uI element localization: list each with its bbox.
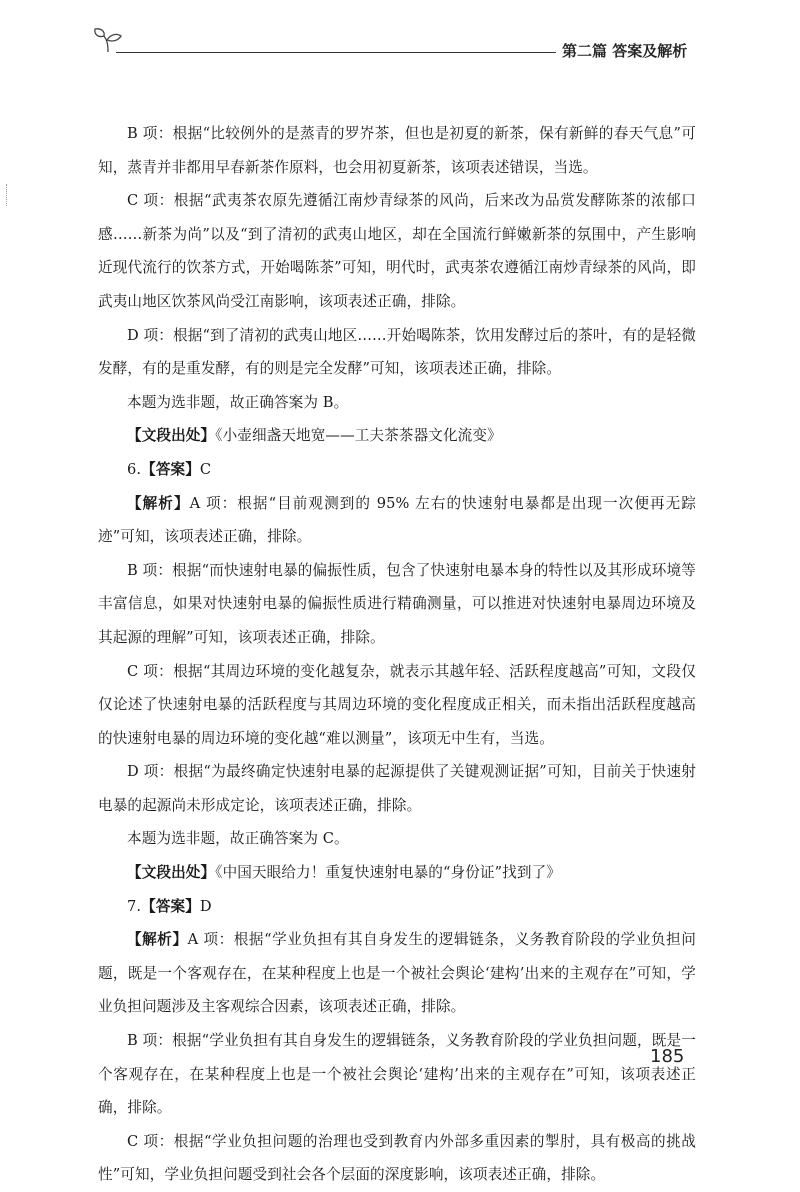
page-number: 185: [650, 1046, 685, 1067]
sprout-icon: [92, 26, 124, 54]
paragraph-q5-d: D 项：根据“到了清初的武夷山地区……开始喝陈茶，饮用发酵过后的茶叶，有的是轻微发酵，有的是重发酵，有的则是完全发酵”可知，该项表述正确，排除。: [98, 326, 696, 378]
answer-label: 【答案】: [141, 460, 200, 478]
analysis-text: A 项：根据“学业负担有其自身发生的逻辑链条，义务教育阶段的学业负担问题，既是一个客观存在，在某种程度上也是一个被社会舆论‘建构’出来的主观存在”可知，学业负担问题涉及主客观综合因素，该项表述正确，排除。: [98, 931, 696, 1016]
analysis-label: 【解析】: [127, 494, 190, 512]
paragraph-q6-d: D 项：根据“为最终确定快速射电暴的起源提供了关键观测证据”可知，目前关于快速射电暴的起源尚未形成定论，该项表述正确，排除。: [98, 763, 696, 814]
source-text: 《中国天眼给力！重复快速射电暴的“身份证”找到了》: [215, 864, 561, 882]
answer-value: C: [199, 460, 212, 478]
question-number: 7.: [127, 897, 142, 915]
paragraph-q6-c: C 项：根据“其周边环境的变化越复杂，就表示其越年轻、活跃程度越高”可知，文段仅仅论述了快速射电暴的活跃程度与其周边环境的变化程度成正相关，而未指出活跃程度越高的快速射电暴的周边环境的变化越“难以测量”，该项无中生有，当选。: [98, 662, 696, 747]
page-content: [98, 117, 696, 1192]
paragraph-q7-b: B 项：根据“学业负担有其自身发生的逻辑链条，义务教育阶段的学业负担问题，既是一个客观存在，在某种程度上也是一个被社会舆论‘建构’出来的主观存在”可知，该项表述正确，排除。: [98, 1032, 696, 1117]
paragraph-q5-conclusion: 本题为选非题，故正确答案为 B。: [127, 393, 349, 411]
header-rule: [116, 52, 556, 53]
paragraph-q6-conclusion: 本题为选非题，故正确答案为 C。: [127, 830, 349, 848]
source-label: 【文段出处】: [127, 427, 216, 445]
analysis-q7-a: [98, 923, 696, 1024]
answer-q6: [98, 453, 696, 487]
source-q5: [98, 419, 696, 453]
paragraph-q7-c: C 项：根据“学业负担问题的治理也受到教育内外部多重因素的掣肘，具有极高的挑战性”可知，学业负担问题受到社会各个层面的深度影响，该项表述正确，排除。: [98, 1132, 696, 1184]
header-title: 第二篇 答案及解析: [562, 42, 688, 60]
paragraph-q6-b: B 项：根据“而快速射电暴的偏振性质，包含了快速射电暴本身的特性以及其形成环境等丰富信息，如果对快速射电暴的偏振性质进行精确测量，可以推进对快速射电暴周边环境及其起源的理解”可知，该项表述正确，排除。: [98, 561, 696, 646]
answer-value: D: [199, 897, 212, 915]
source-q6: [98, 856, 696, 890]
margin-mark: [6, 184, 9, 206]
analysis-text: A 项：根据“目前观测到的 95% 左右的快速射电暴都是出现一次便再无踪迹”可知，该项表述正确，排除。: [98, 494, 696, 546]
paragraph-q5-c: C 项：根据“武夷茶农原先遵循江南炒青绿茶的风尚，后来改为品赏发酵陈茶的浓郁口感……新茶为尚”以及“到了清初的武夷山地区，却在全国流行鲜嫩新茶的氛围中，产生影响近现代流行的饮茶方式，开始喝陈茶”可知，明代时，武夷茶农遵循江南炒青绿茶的风尚，即武夷山地区饮茶风尚受江南影响，该项表述正确，排除。: [98, 192, 696, 310]
analysis-label: 【解析】: [127, 931, 188, 949]
analysis-q6-a: [98, 487, 696, 554]
question-number: 6.: [127, 460, 142, 478]
answer-q7: [98, 890, 696, 924]
answer-label: 【答案】: [141, 897, 200, 915]
source-label: 【文段出处】: [127, 864, 216, 882]
source-text: 《小壶细盏天地宽——工夫茶茶器文化流变》: [215, 427, 502, 445]
paragraph-q5-b: B 项：根据“比较例外的是蒸青的罗岕茶，但也是初夏的新茶，保有新鲜的春天气息”可知，蒸青并非都用早春新茶作原料，也会用初夏新茶，该项表述错误，当选。: [98, 125, 696, 176]
